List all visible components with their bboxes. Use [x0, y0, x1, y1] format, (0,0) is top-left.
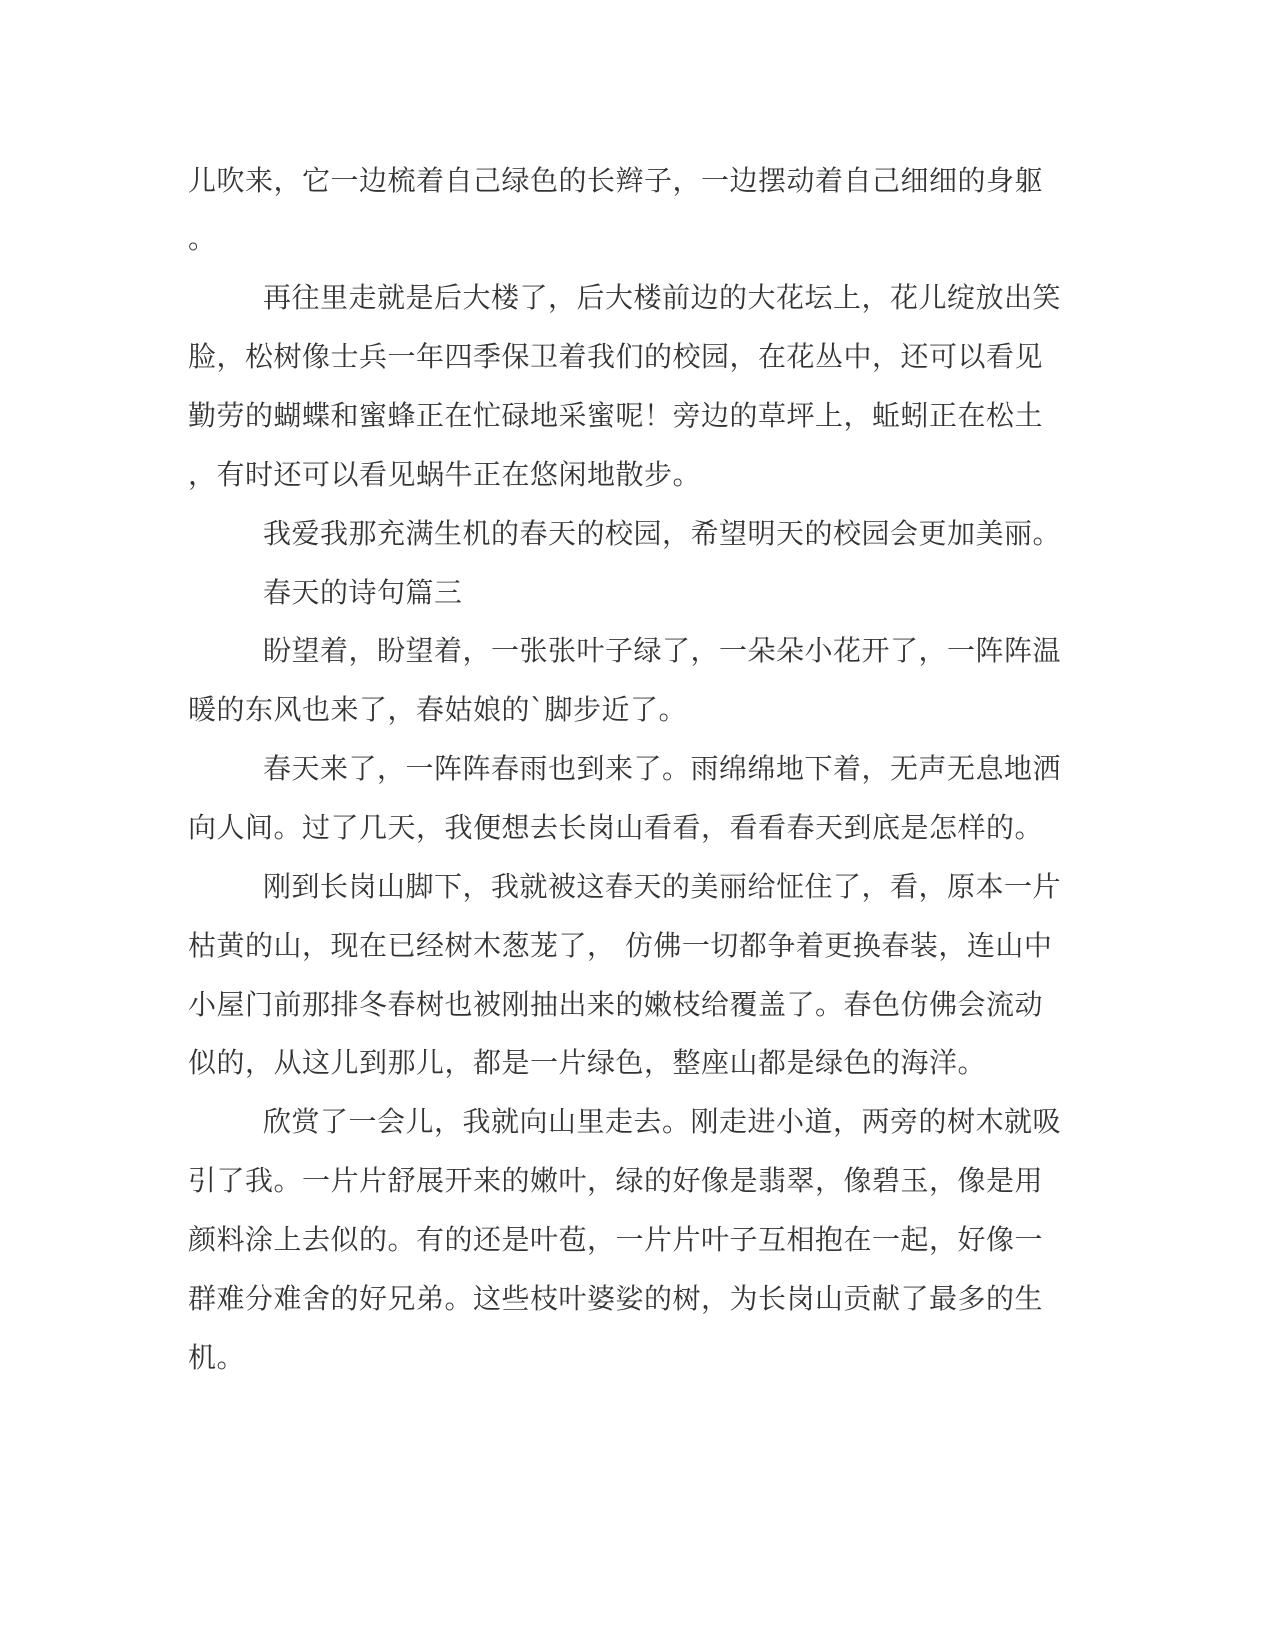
paragraph-start-line: 刚到长岗山脚下，我就被这春天的美丽给怔住了，看，原本一片: [263, 870, 1062, 903]
text-line: 暖的东风也来了，春姑娘的`脚步近了。: [188, 693, 688, 726]
paragraph-start-line: 春天来了，一阵阵春雨也到来了。雨绵绵地下着，无声无息地洒: [263, 752, 1062, 785]
text-line: 。: [188, 222, 217, 255]
text-line: 勤劳的蝴蝶和蜜蜂正在忙碌地采蜜呢！旁边的草坪上，蚯蚓正在松土: [188, 399, 1044, 432]
text-line: 似的，从这儿到那儿，都是一片绿色，整座山都是绿色的海洋。: [188, 1046, 987, 1079]
text-line: 脸，松树像士兵一年四季保卫着我们的校园，在花丛中，还可以看见: [188, 340, 1044, 373]
paragraph-start-line: 欣赏了一会儿，我就向山里走去。刚走进小道，两旁的树木就吸: [263, 1105, 1062, 1138]
section-heading: 春天的诗句篇三: [263, 576, 463, 609]
paragraph-start-line: 我爱我那充满生机的春天的校园，希望明天的校园会更加美丽。: [263, 517, 1062, 550]
text-line: 引了我。一片片舒展开来的嫩叶，绿的好像是翡翠，像碧玉，像是用: [188, 1164, 1044, 1197]
text-line: 机。: [188, 1341, 246, 1374]
paragraph-start-line: 盼望着，盼望着，一张张叶子绿了，一朵朵小花开了，一阵阵温: [263, 634, 1062, 667]
text-line: 枯黄的山，现在已经树木葱茏了， 仿佛一切都争着更换春装，连山中: [188, 929, 1053, 962]
paragraph-start-line: 再往里走就是后大楼了，后大楼前边的大花坛上，花儿绽放出笑: [263, 281, 1062, 314]
text-line: 颜料涂上去似的。有的还是叶苞，一片片叶子互相抱在一起，好像一: [188, 1223, 1044, 1256]
text-line: 向人间。过了几天，我便想去长岗山看看，看看春天到底是怎样的。: [188, 811, 1044, 844]
text-line: 儿吹来，它一边梳着自己绿色的长辫子，一边摆动着自己细细的身躯: [188, 164, 1044, 197]
text-line: ，有时还可以看见蜗牛正在悠闲地散步。: [188, 458, 702, 491]
text-line: 群难分难舍的好兄弟。这些枝叶婆娑的树，为长岗山贡献了最多的生: [188, 1282, 1044, 1315]
text-line: 小屋门前那排冬春树也被刚抽出来的嫩枝给覆盖了。春色仿佛会流动: [188, 988, 1044, 1021]
